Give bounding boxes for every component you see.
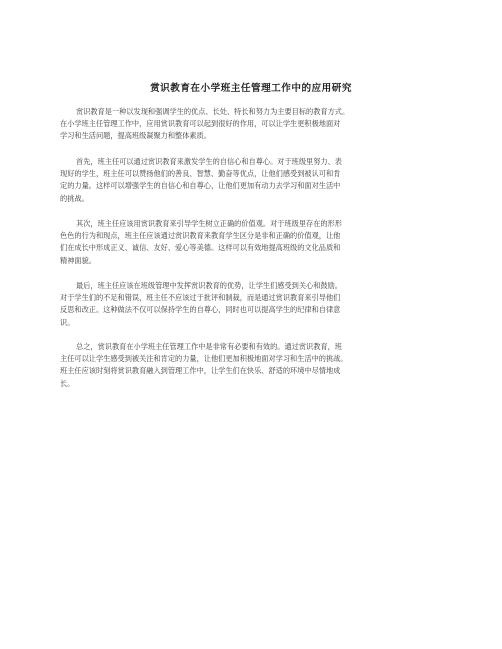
paragraph-line: 总之，赏识教育在小学班主任管理工作中是非常有必要和有效的。通过赏识教育，班 <box>76 342 342 351</box>
paragraph-line: 赏识教育是一种以发现和强调学生的优点、长处、特长和努力为主要目标的教育方式。 <box>76 107 350 116</box>
paragraph-intro <box>60 106 442 143</box>
paragraph-first <box>60 156 442 205</box>
paragraph-line: 定的力量。这样可以增强学生的自信心和自尊心，让他们更加有动力去学习和面对生活中 <box>60 181 341 191</box>
paragraph-line: 反思和改正。这种做法不仅可以保持学生的自尊心，同时也可以提高学生的纪律和自律意 <box>60 305 341 315</box>
paragraph-second <box>60 218 442 267</box>
paragraph-line: 对于学生们的不足和错误，班主任不应该过于批评和制裁，而是通过赏识教育来引导他们 <box>60 293 341 303</box>
paragraph-conclusion <box>60 341 442 390</box>
paragraph-line: 的挑战。 <box>60 193 89 203</box>
paragraph-line: 们在成长中形成正义、诚信、友好、爱心等美德。这样可以有效地提高班级的文化品质和 <box>60 243 341 253</box>
paragraph-line: 最后，班主任应该在班级管理中发挥赏识教育的优势，让学生们感受到关心和鼓励。 <box>76 281 342 290</box>
paragraph-line: 主任可以让学生感受到被关注和肯定的力量，让他们更加积极地面对学习和生活中的挑战。 <box>60 354 348 364</box>
paragraph-line: 学习和生活问题，提高班级凝聚力和整体素质。 <box>60 131 211 141</box>
document-title: 赏识教育在小学班主任管理工作中的应用研究 <box>150 83 352 94</box>
paragraph-line: 班主任应该时刻将赏识教育融入到管理工作中，让学生们在快乐、舒适的环境中尽情地成 <box>60 366 341 376</box>
paragraph-line: 长。 <box>60 378 75 388</box>
paragraph-line: 首先，班主任可以通过赏识教育来激发学生的自信心和自尊心。对于班级里努力、表 <box>76 157 342 166</box>
paragraph-last <box>60 280 442 329</box>
paragraph-line: 在小学班主任管理工作中，应用赏识教育可以起到很好的作用，可以让学生更积极地面对 <box>60 119 341 129</box>
paragraph-line: 现好的学生，班主任可以赞扬他们的善良、智慧、勤奋等优点，让他们感受到被认可和肯 <box>60 169 341 179</box>
paragraph-line: 其次，班主任应该用赏识教育来引导学生树立正确的价值观。对于班级里存在的形形 <box>76 219 342 228</box>
paragraph-line: 精神面貌。 <box>60 255 96 265</box>
paragraph-line: 识。 <box>60 317 75 327</box>
paragraph-line: 色色的行为和现点，班主任应该通过赏识教育来教育学生区分是非和正确的价值观，让他 <box>60 231 341 241</box>
